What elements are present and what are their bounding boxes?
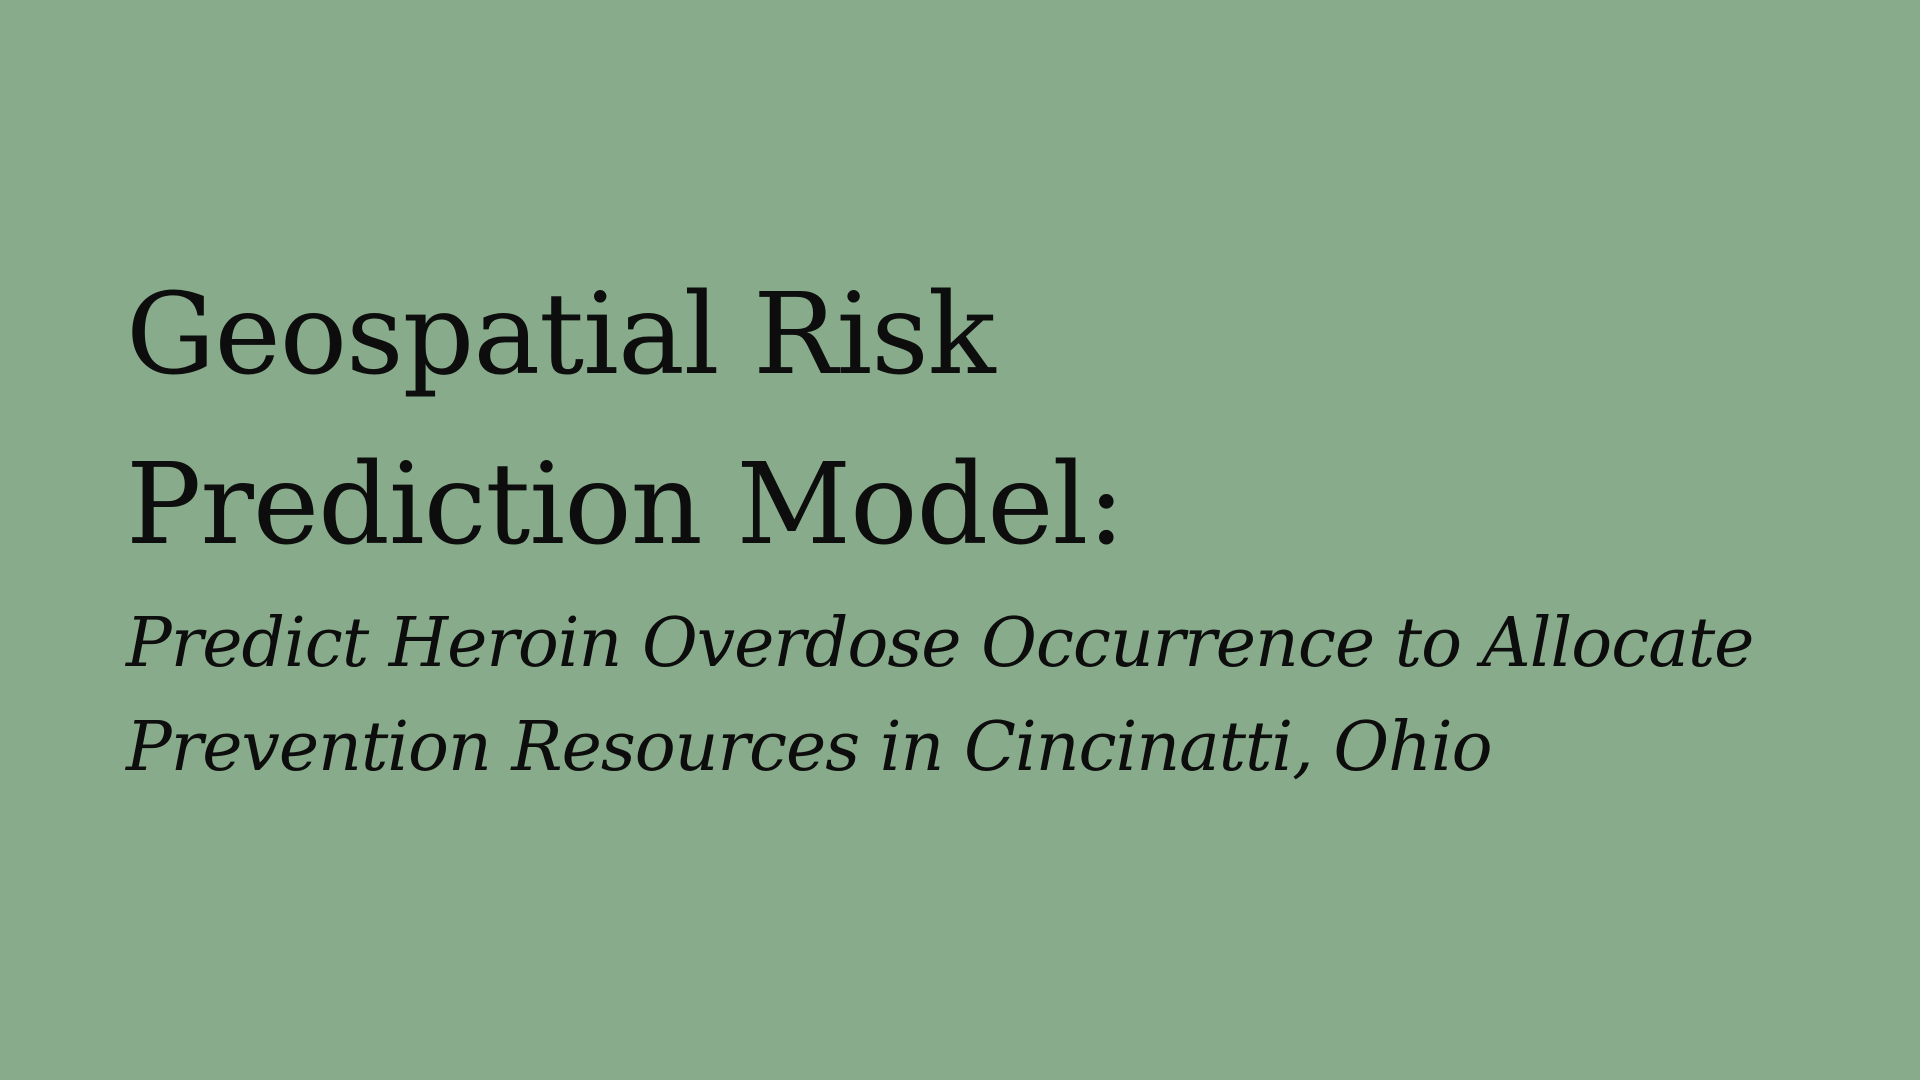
slide-subtitle-line-1: Predict Heroin Overdose Occurrence to Allocate [126,604,1754,683]
slide-title [126,250,1626,590]
slide-title-line-1: Geospatial Risk [126,270,995,400]
slide-subtitle-line-2: Prevention Resources in Cincinatti, Ohio [126,708,1492,787]
slide-title-line-2: Prediction Model: [126,440,1125,570]
slide-subtitle [126,592,1846,800]
